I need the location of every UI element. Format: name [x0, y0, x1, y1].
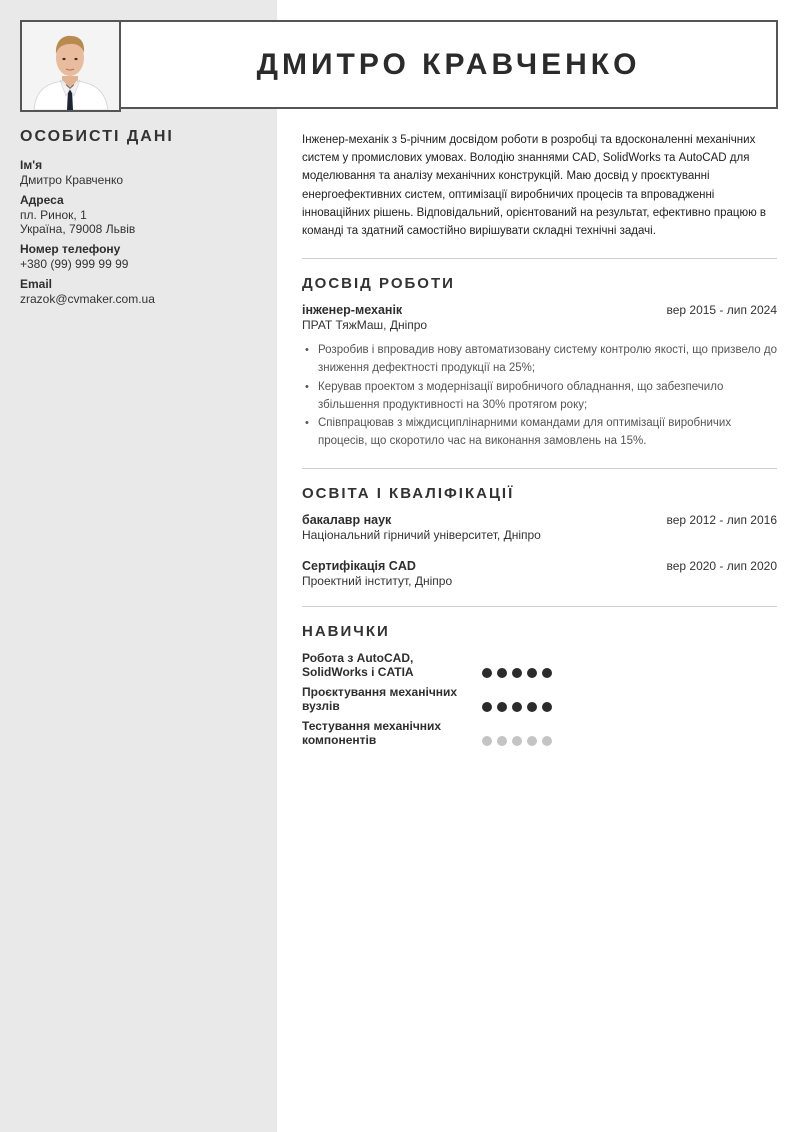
skill-name	[302, 719, 482, 747]
profile-summary: Інженер-механік з 5-річним досвідом роботи в розробці та вдосконаленні механічних систем у промислових умовах. Володію знаннями CAD, SolidWorks та AutoCAD для моделювання та аналізу механічних конструкцій. Маю досвід у проєктуванні енергоефективних систем, оптимізації виробничих процесів та впровадженні інноваційних рішень. Відповідальний, орієнтований на результат, ефективно працюю в команді та здатний самостійно вирішувати складні технічні задачі.	[302, 134, 767, 238]
field-label: Ім'я	[20, 158, 43, 172]
job-role: інженер-механік	[302, 303, 403, 318]
name-header	[119, 20, 778, 109]
education-degree: Сертифікація CAD	[302, 559, 416, 574]
rating-dot-empty	[482, 736, 492, 746]
skill-row	[302, 719, 777, 747]
job-achievements	[302, 341, 777, 450]
achievement-item: • Співпрацював з міждисциплінарними командами для оптимізації виробничих процесів, що скоротило час на виконання замовлень на 15%.	[302, 414, 777, 450]
rating-dot-empty	[527, 736, 537, 746]
skill-row	[302, 651, 777, 679]
skill-name	[302, 685, 482, 713]
job-dates: вер 2015 - лип 2024	[666, 303, 777, 318]
skill-rating	[482, 736, 552, 746]
rating-dot-filled	[527, 702, 537, 712]
education-dates: вер 2012 - лип 2016	[666, 513, 777, 528]
candidate-name: ДМИТРО КРАВЧЕНКО	[256, 47, 641, 81]
rating-dot-empty	[512, 736, 522, 746]
field-value: Україна, 79008 Львів	[20, 222, 136, 236]
rating-dot-filled	[512, 668, 522, 678]
skill-name-line: Проєктування механічних	[302, 685, 458, 700]
name-field	[20, 158, 265, 187]
rating-dot-filled	[497, 668, 507, 678]
education-entry	[302, 559, 777, 588]
skill-rating	[482, 702, 552, 712]
personal-details-title: ОСОБИСТІ ДАНІ	[20, 128, 174, 145]
rating-dot-filled	[542, 702, 552, 712]
field-label: Адреса	[20, 193, 64, 207]
job-company: ПРАТ ТяжМаш, Дніпро	[302, 318, 428, 333]
skill-rating	[482, 668, 552, 678]
achievement-item: • Керував проектом з модернізації виробничого обладнання, що забезпечило збільшення продуктивності на 30% протягом року;	[302, 378, 777, 414]
main-content	[302, 131, 777, 753]
rating-dot-filled	[542, 668, 552, 678]
experience-title: ДОСВІД РОБОТИ	[302, 275, 455, 293]
rating-dot-empty	[542, 736, 552, 746]
field-value: пл. Ринок, 1	[20, 208, 87, 222]
education-institution: Національний гірничий університет, Дніпро	[302, 528, 541, 543]
address-field	[20, 193, 265, 236]
skills-title: НАВИЧКИ	[302, 623, 390, 641]
skill-name-line: вузлів	[302, 699, 340, 714]
rating-dot-filled	[497, 702, 507, 712]
education-section	[302, 485, 777, 588]
field-label: Email	[20, 277, 53, 291]
field-value: zrazok@cvmaker.com.ua	[20, 292, 155, 306]
achievement-item: • Розробив і впровадив нову автоматизовану систему контролю якості, що призвело до зниження дефектності продукції на 25%;	[302, 341, 777, 377]
skill-name-line: Тестування механічних	[302, 719, 442, 734]
education-entry	[302, 513, 777, 542]
education-degree: бакалавр наук	[302, 513, 392, 528]
field-label: Номер телефону	[20, 242, 121, 256]
education-dates: вер 2020 - лип 2020	[666, 559, 777, 574]
skill-name	[302, 651, 482, 679]
skill-name-line: Робота з AutoCAD,	[302, 651, 414, 666]
job-entry	[302, 303, 777, 450]
skill-name-line: компонентів	[302, 733, 377, 748]
field-value: +380 (99) 999 99 99	[20, 257, 129, 271]
skill-row	[302, 685, 777, 713]
rating-dot-filled	[527, 668, 537, 678]
rating-dot-empty	[497, 736, 507, 746]
education-title: ОСВІТА І КВАЛІФІКАЦІЇ	[302, 485, 515, 503]
divider	[302, 606, 777, 607]
divider	[302, 258, 777, 259]
field-value: Дмитро Кравченко	[20, 173, 124, 187]
experience-section	[302, 275, 777, 450]
skill-name-line: SolidWorks і CATIA	[302, 665, 414, 680]
rating-dot-filled	[482, 668, 492, 678]
skills-section	[302, 623, 777, 747]
portrait-image	[22, 22, 119, 110]
phone-field	[20, 242, 265, 271]
email-field	[20, 277, 265, 306]
profile-photo	[20, 20, 121, 112]
education-institution: Проектний інститут, Дніпро	[302, 574, 453, 589]
personal-details	[20, 128, 265, 312]
rating-dot-filled	[512, 702, 522, 712]
divider	[302, 468, 777, 469]
rating-dot-filled	[482, 702, 492, 712]
